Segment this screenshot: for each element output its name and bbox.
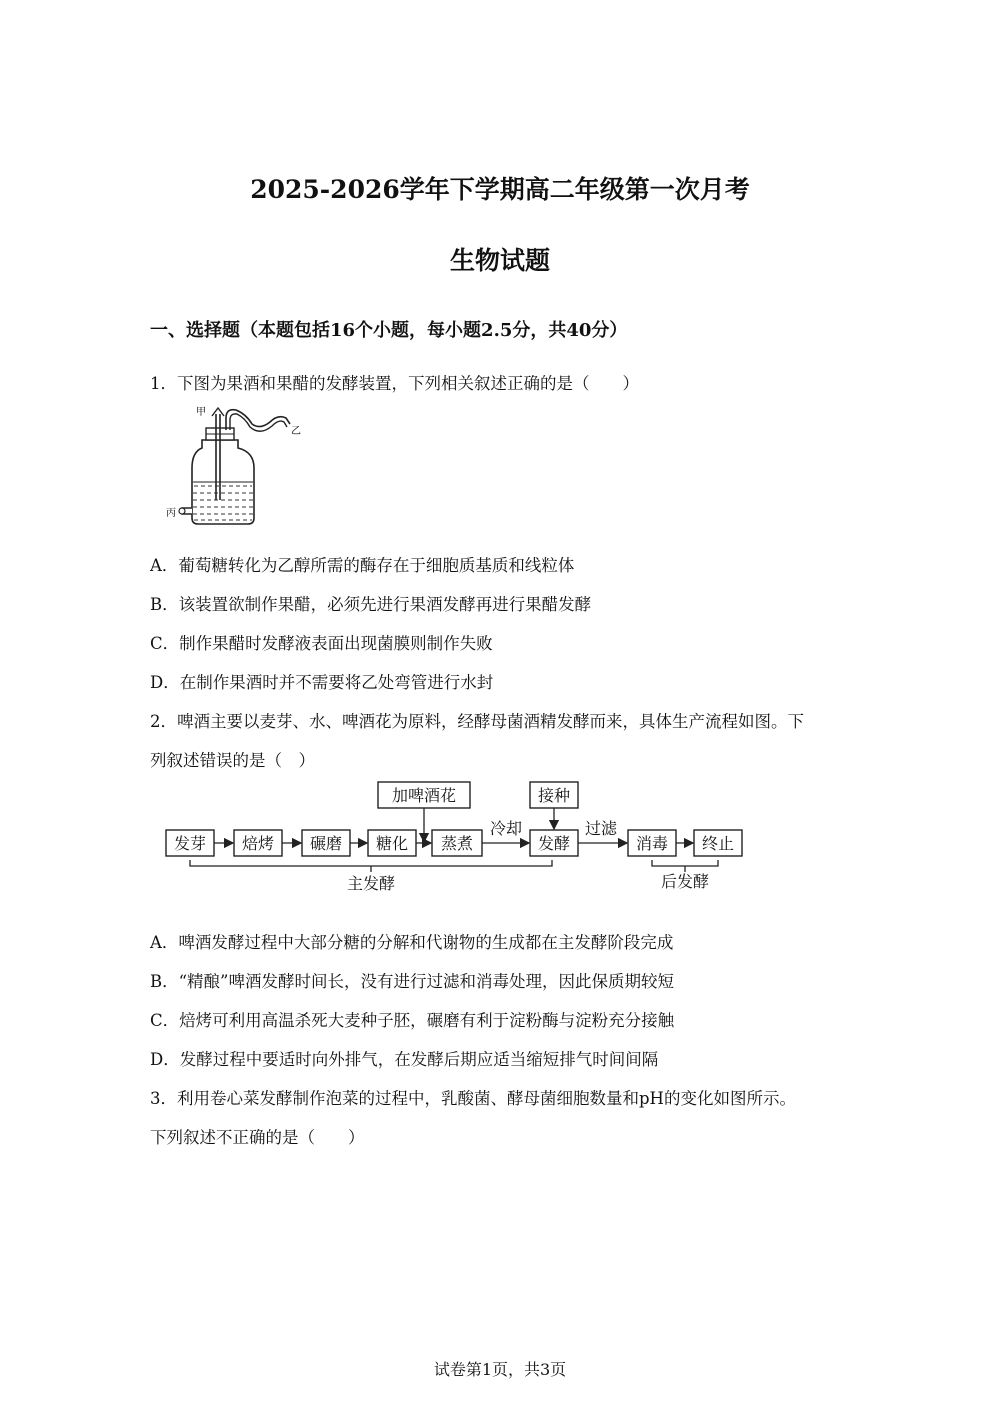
flow-step-6: 发酵 xyxy=(537,834,571,853)
flow-step-1: 发芽 xyxy=(173,834,207,853)
subject-title: 生物试题 xyxy=(449,246,550,275)
q1-stem: 1．下图为果酒和果醋的发酵装置，下列相关叙述正确的是（ ） xyxy=(150,374,639,393)
q2-option-b: B．“精酿”啤酒发酵时间长，没有进行过滤和消毒处理，因此保质期较短 xyxy=(150,972,674,991)
page-footer: 试卷第1页，共3页 xyxy=(433,1360,567,1379)
q1-option-b: B．该装置欲制作果醋，必须先进行果酒发酵再进行果醋发酵 xyxy=(150,595,592,614)
flow-main-fermentation: 主发酵 xyxy=(346,874,396,893)
flow-step-2: 焙烤 xyxy=(241,834,275,853)
q1-option-d: D．在制作果酒时并不需要将乙处弯管进行水封 xyxy=(150,673,494,692)
flow-post-fermentation: 后发酵 xyxy=(660,872,710,891)
q2-stem-line1: 2．啤酒主要以麦芽、水、啤酒花为原料，经酵母菌酒精发酵而来，具体生产流程如图。下 xyxy=(150,712,804,731)
flow-cool: 冷却 xyxy=(489,819,523,838)
q1-option-a: A．葡萄糖转化为乙醇所需的酶存在于细胞质基质和线粒体 xyxy=(150,556,575,575)
flow-step-3: 碾磨 xyxy=(309,834,343,853)
q2-option-c: C．焙烤可利用高温杀死大麦种子胚，碾磨有利于淀粉酶与淀粉充分接触 xyxy=(150,1011,675,1030)
q1-option-c: C．制作果醋时发酵液表面出现菌膜则制作失败 xyxy=(150,634,493,653)
flow-inoculate: 接种 xyxy=(537,786,571,805)
flow-step-7: 消毒 xyxy=(635,834,669,853)
q2-option-d: D．发酵过程中要适时向外排气，在发酵后期应适当缩短排气时间间隔 xyxy=(150,1050,659,1069)
fermentation-apparatus-figure xyxy=(160,400,310,530)
q3-stem-line2: 下列叙述不正确的是（ ） xyxy=(150,1128,365,1147)
flow-step-5: 蒸煮 xyxy=(440,834,474,853)
q2-option-a: A．啤酒发酵过程中大部分糖的分解和代谢物的生成都在主发酵阶段完成 xyxy=(150,933,674,952)
section-heading: 一、选择题（本题包括16个小题，每小题2.5分，共40分） xyxy=(150,320,628,341)
q3-stem-line1: 3．利用卷心菜发酵制作泡菜的过程中，乳酸菌、酵母菌细胞数量和pH的变化如图所示。 xyxy=(150,1089,796,1108)
exam-title: 2025-2026学年下学期高二年级第一次月考 xyxy=(250,175,750,204)
flow-add-hops: 加啤酒花 xyxy=(391,786,457,805)
label-jia: 甲 xyxy=(196,407,206,418)
flow-step-8: 终止 xyxy=(701,834,735,853)
flow-filter: 过滤 xyxy=(584,819,618,838)
flow-step-4: 糖化 xyxy=(375,834,409,853)
q2-stem-line2: 列叙述错误的是（ ） xyxy=(150,751,315,770)
label-yi: 乙 xyxy=(291,426,301,437)
beer-process-flowchart xyxy=(160,778,750,896)
label-bing: 丙 xyxy=(166,508,176,519)
